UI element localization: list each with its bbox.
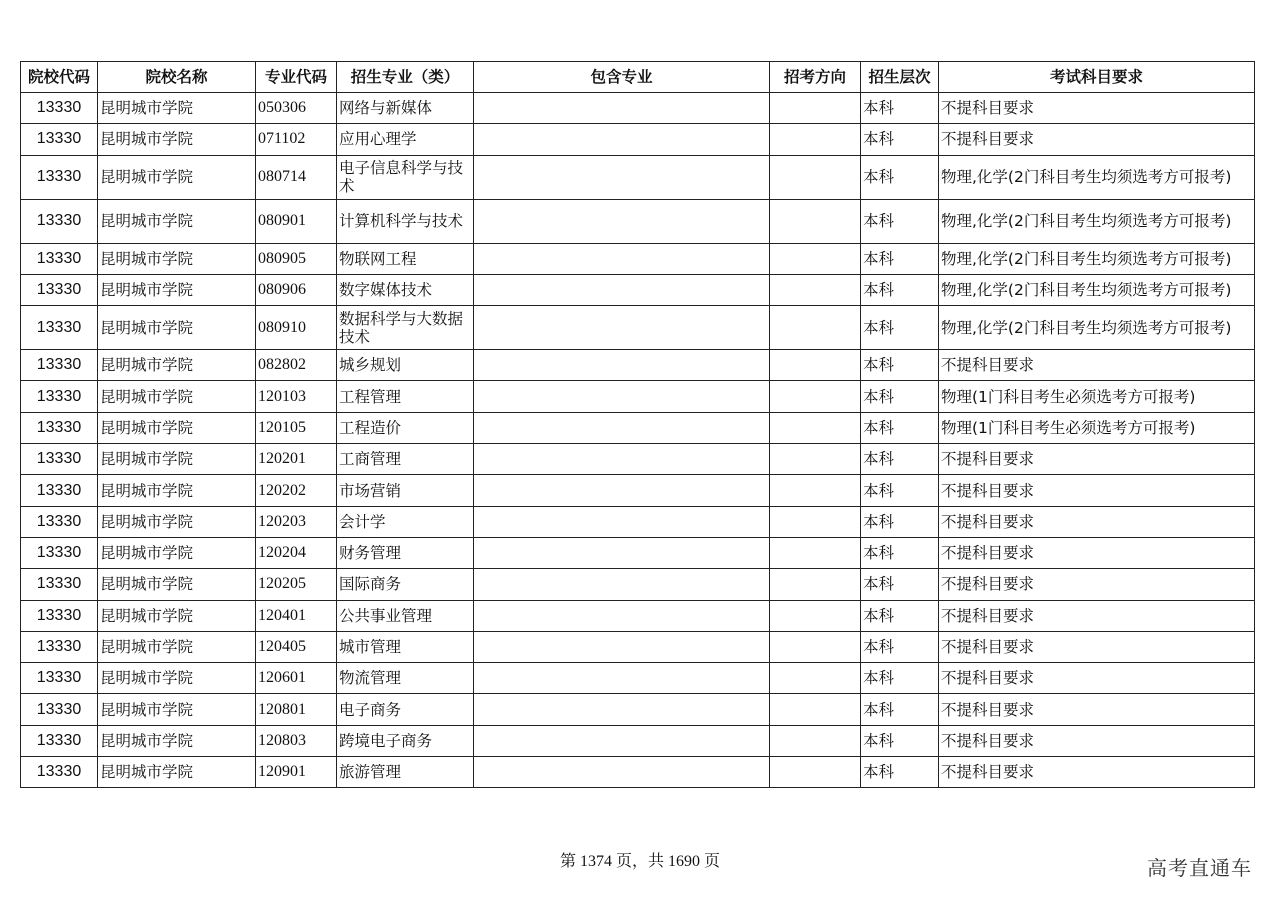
cell-subject-requirements: 不提科目要求 [939, 350, 1255, 381]
cell-included-majors [474, 274, 770, 305]
table-row [21, 537, 1255, 568]
cell-major: 物联网工程 [337, 243, 474, 274]
cell-subject-requirements: 物理(1门科目考生必须选考方可报考) [939, 381, 1255, 412]
cell-school-name: 昆明城市学院 [98, 412, 256, 443]
cell-major: 电子信息科学与技术 [337, 155, 474, 199]
header-included-majors: 包含专业 [474, 62, 770, 93]
table-row [21, 444, 1255, 475]
cell-included-majors [474, 350, 770, 381]
header-major-code: 专业代码 [256, 62, 337, 93]
cell-level: 本科 [861, 694, 939, 725]
table-row [21, 569, 1255, 600]
cell-level: 本科 [861, 93, 939, 124]
cell-direction [770, 444, 861, 475]
page-number: 第 1374 页，共 1690 页 [559, 853, 720, 870]
cell-direction [770, 199, 861, 243]
cell-subject-requirements: 不提科目要求 [939, 506, 1255, 537]
cell-direction [770, 694, 861, 725]
cell-school-name: 昆明城市学院 [98, 663, 256, 694]
table-body [21, 93, 1255, 788]
cell-school-code: 13330 [21, 537, 98, 568]
cell-included-majors [474, 444, 770, 475]
cell-major-code: 080901 [256, 199, 337, 243]
table-row [21, 600, 1255, 631]
cell-school-name: 昆明城市学院 [98, 444, 256, 475]
cell-subject-requirements: 不提科目要求 [939, 475, 1255, 506]
cell-major-code: 082802 [256, 350, 337, 381]
table-row [21, 725, 1255, 756]
table-row [21, 155, 1255, 199]
cell-direction [770, 350, 861, 381]
cell-subject-requirements: 物理,化学(2门科目考生均须选考方可报考) [939, 274, 1255, 305]
cell-major-code: 050306 [256, 93, 337, 124]
cell-major: 市场营销 [337, 475, 474, 506]
cell-school-code: 13330 [21, 475, 98, 506]
table-row [21, 243, 1255, 274]
cell-school-name: 昆明城市学院 [98, 243, 256, 274]
cell-major: 网络与新媒体 [337, 93, 474, 124]
cell-direction [770, 274, 861, 305]
cell-school-code: 13330 [21, 694, 98, 725]
cell-major-code: 120901 [256, 757, 337, 788]
cell-school-name: 昆明城市学院 [98, 694, 256, 725]
cell-major-code: 120103 [256, 381, 337, 412]
cell-school-name: 昆明城市学院 [98, 306, 256, 350]
cell-included-majors [474, 631, 770, 662]
cell-major-code: 080905 [256, 243, 337, 274]
cell-major: 工程造价 [337, 412, 474, 443]
cell-major-code: 080906 [256, 274, 337, 305]
cell-level: 本科 [861, 663, 939, 694]
cell-direction [770, 569, 861, 600]
cell-major: 国际商务 [337, 569, 474, 600]
table-row [21, 381, 1255, 412]
cell-school-code: 13330 [21, 93, 98, 124]
cell-school-name: 昆明城市学院 [98, 537, 256, 568]
cell-major-code: 120201 [256, 444, 337, 475]
cell-subject-requirements: 不提科目要求 [939, 537, 1255, 568]
cell-major: 工程管理 [337, 381, 474, 412]
cell-subject-requirements: 不提科目要求 [939, 600, 1255, 631]
cell-subject-requirements: 物理(1门科目考生必须选考方可报考) [939, 412, 1255, 443]
cell-level: 本科 [861, 506, 939, 537]
cell-school-name: 昆明城市学院 [98, 274, 256, 305]
cell-major-code: 071102 [256, 124, 337, 155]
cell-major: 电子商务 [337, 694, 474, 725]
cell-direction [770, 243, 861, 274]
cell-major: 城乡规划 [337, 350, 474, 381]
cell-school-code: 13330 [21, 243, 98, 274]
table-row [21, 694, 1255, 725]
cell-direction [770, 475, 861, 506]
cell-school-name: 昆明城市学院 [98, 757, 256, 788]
cell-school-code: 13330 [21, 600, 98, 631]
table-row [21, 631, 1255, 662]
cell-major-code: 120601 [256, 663, 337, 694]
cell-subject-requirements: 不提科目要求 [939, 93, 1255, 124]
cell-included-majors [474, 124, 770, 155]
cell-major-code: 080714 [256, 155, 337, 199]
cell-subject-requirements: 不提科目要求 [939, 663, 1255, 694]
cell-direction [770, 725, 861, 756]
cell-school-code: 13330 [21, 274, 98, 305]
cell-included-majors [474, 199, 770, 243]
cell-major-code: 120401 [256, 600, 337, 631]
cell-school-name: 昆明城市学院 [98, 506, 256, 537]
cell-subject-requirements: 不提科目要求 [939, 725, 1255, 756]
cell-subject-requirements: 物理,化学(2门科目考生均须选考方可报考) [939, 243, 1255, 274]
cell-major: 跨境电子商务 [337, 725, 474, 756]
cell-direction [770, 124, 861, 155]
cell-level: 本科 [861, 199, 939, 243]
cell-direction [770, 381, 861, 412]
cell-direction [770, 155, 861, 199]
cell-major: 工商管理 [337, 444, 474, 475]
cell-major-code: 080910 [256, 306, 337, 350]
cell-included-majors [474, 155, 770, 199]
table-row [21, 506, 1255, 537]
cell-major-code: 120405 [256, 631, 337, 662]
cell-school-code: 13330 [21, 381, 98, 412]
cell-included-majors [474, 663, 770, 694]
cell-included-majors [474, 243, 770, 274]
cell-direction [770, 306, 861, 350]
cell-level: 本科 [861, 600, 939, 631]
table-row [21, 663, 1255, 694]
cell-school-name: 昆明城市学院 [98, 155, 256, 199]
cell-level: 本科 [861, 412, 939, 443]
cell-major: 财务管理 [337, 537, 474, 568]
cell-school-code: 13330 [21, 569, 98, 600]
cell-school-name: 昆明城市学院 [98, 381, 256, 412]
cell-level: 本科 [861, 124, 939, 155]
cell-major: 旅游管理 [337, 757, 474, 788]
cell-included-majors [474, 93, 770, 124]
cell-included-majors [474, 600, 770, 631]
cell-major: 会计学 [337, 506, 474, 537]
cell-included-majors [474, 569, 770, 600]
header-major: 招生专业（类） [337, 62, 474, 93]
cell-school-code: 13330 [21, 725, 98, 756]
cell-level: 本科 [861, 569, 939, 600]
table-row [21, 475, 1255, 506]
cell-level: 本科 [861, 381, 939, 412]
header-school-code: 院校代码 [21, 62, 98, 93]
cell-school-code: 13330 [21, 350, 98, 381]
cell-subject-requirements: 不提科目要求 [939, 694, 1255, 725]
cell-school-code: 13330 [21, 306, 98, 350]
cell-major-code: 120203 [256, 506, 337, 537]
cell-included-majors [474, 412, 770, 443]
cell-subject-requirements: 物理,化学(2门科目考生均须选考方可报考) [939, 306, 1255, 350]
cell-direction [770, 600, 861, 631]
header-row [21, 62, 1255, 93]
table-row [21, 412, 1255, 443]
cell-school-name: 昆明城市学院 [98, 350, 256, 381]
cell-school-name: 昆明城市学院 [98, 475, 256, 506]
cell-level: 本科 [861, 757, 939, 788]
header-subject-requirements: 考试科目要求 [939, 62, 1255, 93]
cell-direction [770, 631, 861, 662]
cell-included-majors [474, 475, 770, 506]
cell-major: 城市管理 [337, 631, 474, 662]
cell-school-code: 13330 [21, 412, 98, 443]
cell-direction [770, 506, 861, 537]
cell-subject-requirements: 不提科目要求 [939, 757, 1255, 788]
cell-school-code: 13330 [21, 155, 98, 199]
cell-school-name: 昆明城市学院 [98, 600, 256, 631]
table-row [21, 757, 1255, 788]
cell-school-code: 13330 [21, 663, 98, 694]
cell-major: 数字媒体技术 [337, 274, 474, 305]
cell-level: 本科 [861, 725, 939, 756]
cell-level: 本科 [861, 274, 939, 305]
cell-major: 物流管理 [337, 663, 474, 694]
cell-school-code: 13330 [21, 124, 98, 155]
cell-school-name: 昆明城市学院 [98, 93, 256, 124]
cell-school-name: 昆明城市学院 [98, 631, 256, 662]
watermark-text: 高考直通车 [1147, 856, 1252, 880]
cell-school-code: 13330 [21, 757, 98, 788]
cell-included-majors [474, 694, 770, 725]
header-school-name: 院校名称 [98, 62, 256, 93]
cell-major: 计算机科学与技术 [337, 199, 474, 243]
cell-direction [770, 663, 861, 694]
cell-direction [770, 412, 861, 443]
cell-school-code: 13330 [21, 506, 98, 537]
cell-level: 本科 [861, 631, 939, 662]
table-row [21, 274, 1255, 305]
cell-subject-requirements: 物理,化学(2门科目考生均须选考方可报考) [939, 155, 1255, 199]
cell-school-name: 昆明城市学院 [98, 725, 256, 756]
cell-school-name: 昆明城市学院 [98, 199, 256, 243]
cell-major-code: 120205 [256, 569, 337, 600]
cell-level: 本科 [861, 537, 939, 568]
cell-school-name: 昆明城市学院 [98, 569, 256, 600]
header-direction: 招考方向 [770, 62, 861, 93]
cell-included-majors [474, 537, 770, 568]
cell-subject-requirements: 不提科目要求 [939, 444, 1255, 475]
cell-major-code: 120105 [256, 412, 337, 443]
cell-major: 数据科学与大数据技术 [337, 306, 474, 350]
cell-level: 本科 [861, 306, 939, 350]
table-row [21, 124, 1255, 155]
cell-included-majors [474, 506, 770, 537]
cell-level: 本科 [861, 155, 939, 199]
cell-level: 本科 [861, 475, 939, 506]
cell-level: 本科 [861, 444, 939, 475]
cell-major-code: 120801 [256, 694, 337, 725]
cell-subject-requirements: 不提科目要求 [939, 631, 1255, 662]
admissions-table [20, 61, 1255, 788]
header-level: 招生层次 [861, 62, 939, 93]
cell-school-code: 13330 [21, 199, 98, 243]
cell-level: 本科 [861, 350, 939, 381]
cell-direction [770, 757, 861, 788]
table-row [21, 306, 1255, 350]
cell-school-name: 昆明城市学院 [98, 124, 256, 155]
cell-major-code: 120204 [256, 537, 337, 568]
cell-included-majors [474, 757, 770, 788]
cell-major: 应用心理学 [337, 124, 474, 155]
cell-included-majors [474, 381, 770, 412]
table-row [21, 199, 1255, 243]
cell-direction [770, 93, 861, 124]
table-row [21, 350, 1255, 381]
cell-included-majors [474, 306, 770, 350]
cell-school-code: 13330 [21, 631, 98, 662]
cell-included-majors [474, 725, 770, 756]
cell-major-code: 120803 [256, 725, 337, 756]
cell-level: 本科 [861, 243, 939, 274]
cell-subject-requirements: 不提科目要求 [939, 124, 1255, 155]
table-row [21, 93, 1255, 124]
cell-school-code: 13330 [21, 444, 98, 475]
cell-subject-requirements: 不提科目要求 [939, 569, 1255, 600]
cell-direction [770, 537, 861, 568]
cell-major-code: 120202 [256, 475, 337, 506]
cell-major: 公共事业管理 [337, 600, 474, 631]
cell-subject-requirements: 物理,化学(2门科目考生均须选考方可报考) [939, 199, 1255, 243]
